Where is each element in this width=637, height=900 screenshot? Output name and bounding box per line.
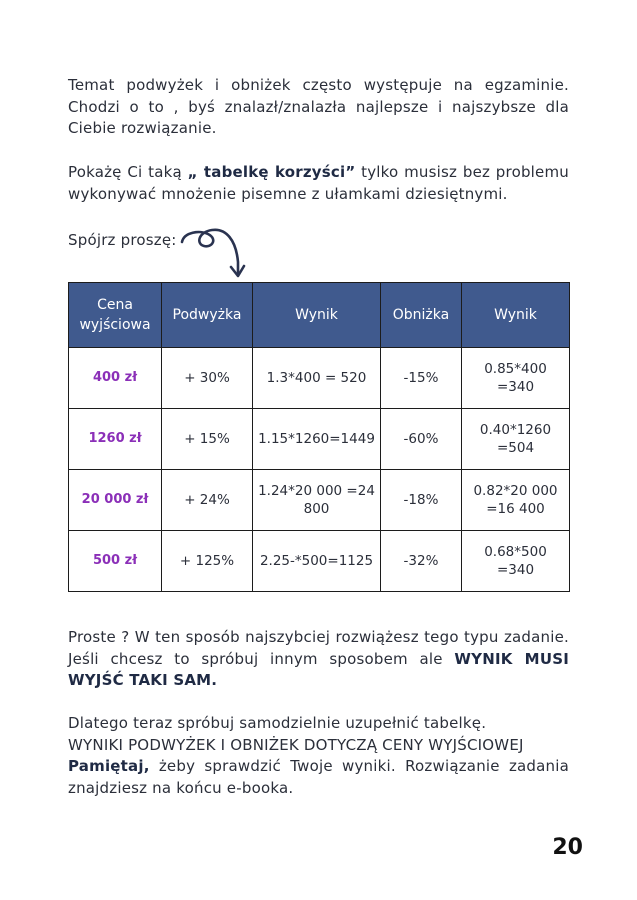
table-intro-paragraph (68, 162, 569, 205)
decrease-result-cell: 0.82*20 000 =16 400 (462, 470, 570, 531)
page-number: 20 (552, 835, 583, 860)
header-result: Wynik (253, 283, 381, 348)
text-run: tylko musisz bez problemu wykonywać mnożenie pisemne z ułamkami dziesiętnymi. (68, 163, 569, 203)
price-cell: 400 zł (69, 348, 162, 409)
increase-cell: + 15% (162, 409, 253, 470)
decrease-cell: -18% (381, 470, 462, 531)
text-run: Pokażę Ci taką (68, 163, 188, 181)
header-base-price: Cena wyjściowa (69, 283, 162, 348)
table-row (69, 531, 570, 592)
table-row (69, 348, 570, 409)
intro-paragraph: Temat podwyżek i obniżek często występuje na egzaminie. Chodzi o to , byś znalazł/znalazła najlepsze i najszybsze dla Ciebie rozwiązanie. (68, 76, 569, 137)
bold-phrase: „ tabelkę korzyści” (187, 163, 356, 181)
exercise-paragraph (68, 713, 569, 799)
increase-result-cell: 2.25-*500=1125 (253, 531, 381, 592)
exercise-line-uppercase: WYNIKI PODWYŻEK I OBNIŻEK DOTYCZĄ CENY WYJŚCIOWEJ (68, 735, 524, 754)
table-row (69, 470, 570, 531)
exercise-reminder (68, 756, 569, 799)
curly-arrow-down-icon (178, 222, 248, 282)
decrease-result-cell: 0.85*400 =340 (462, 348, 570, 409)
increase-cell: + 125% (162, 531, 253, 592)
decrease-cell: -32% (381, 531, 462, 592)
increase-result-cell: 1.15*1260=1449 (253, 409, 381, 470)
increase-result-cell: 1.24*20 000 =24 800 (253, 470, 381, 531)
look-prompt: Spójrz proszę: (68, 231, 177, 249)
header-increase: Podwyżka (162, 283, 253, 348)
decrease-result-cell: 0.40*1260 =504 (462, 409, 570, 470)
increase-result-cell: 1.3*400 = 520 (253, 348, 381, 409)
decrease-cell: -15% (381, 348, 462, 409)
increase-cell: + 24% (162, 470, 253, 531)
decrease-result-cell: 0.68*500 =340 (462, 531, 570, 592)
price-cell: 20 000 zł (69, 470, 162, 531)
conclusion-paragraph (68, 627, 569, 692)
bold-phrase: Pamiętaj, (68, 757, 150, 775)
header-decrease: Obniżka (381, 283, 462, 348)
gains-table (68, 282, 570, 592)
text-run: żeby sprawdzić Twoje wyniki. Rozwiązanie zadania znajdziesz na końcu e-booka. (68, 757, 569, 797)
price-cell: 1260 zł (69, 409, 162, 470)
exercise-line: Dlatego teraz spróbuj samodzielnie uzupełnić tabelkę. (68, 714, 487, 732)
increase-cell: + 30% (162, 348, 253, 409)
decrease-cell: -60% (381, 409, 462, 470)
table-header-row (69, 283, 570, 348)
bold-phrase: WYNIK MUSI WYJŚĆ TAKI SAM. (68, 649, 569, 689)
price-cell: 500 zł (69, 531, 162, 592)
header-result: Wynik (462, 283, 570, 348)
text-run: Proste ? W ten sposób najszybciej rozwiążesz tego typu zadanie. Jeśli chcesz to spróbuj innym sposobem ale (68, 628, 569, 668)
table-row (69, 409, 570, 470)
